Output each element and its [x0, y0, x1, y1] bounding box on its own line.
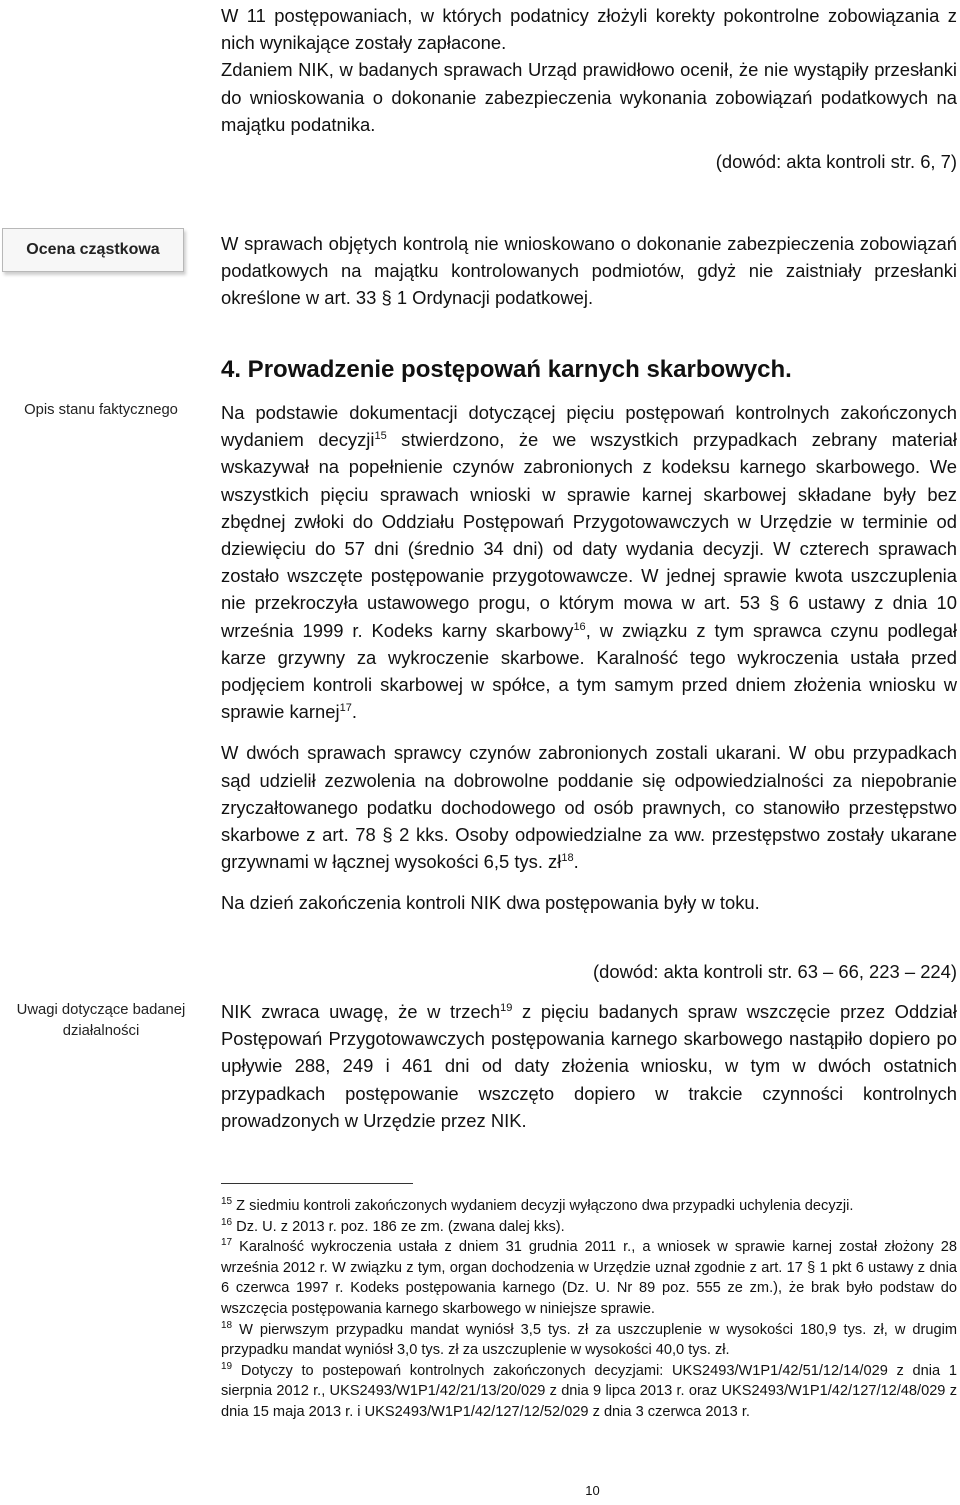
evidence-reference-2: (dowód: akta kontroli str. 63 – 66, 223 – 224)	[593, 961, 957, 982]
remarks-text: NIK zwraca uwagę, że w trzech$^{19}$ z pięciu badanych spraw wszczęcie przez Oddział Postępowań Przygotowawczych postępowania karnego skarbowego nastąpiło dopiero po upływie 288, 249 i 461 dni od daty złożenia wniosku, w tym w dwóch ostatnich przypadkach postępowanie wszczęto dopiero w trakcie czynności kontrolnych prowadzonych w Urzędzie przez NIK.	[221, 1001, 957, 1131]
footnotes	[221, 1196, 957, 1423]
facts-text	[221, 399, 957, 917]
side-label-facts: Opis stanu faktycznego	[24, 402, 178, 418]
paragraph-corrections: W 11 postępowaniach, w których podatnicy złożyli korekty pokontrolne zobowiązania z nich wynikające zostały zapłacone.	[221, 5, 957, 54]
footnote-ref-15: 15	[374, 430, 387, 443]
footnote-ref-19: 19	[500, 1001, 513, 1014]
facts-paragraph-1: Na podstawie dokumentacji dotyczącej pięciu postępowań kontrolnych zakończonych wydaniem decyzji$^{15}$ stwierdzono, że we wszystkich przypadkach zebrany materiał wskazywał na popełnienie czynów zabronionych z kodeksu karnego skarbowego. We wszystkich pięciu sprawach wnioski w sprawie karnej skarbowej składane były bez zbędnej zwłoki do Oddziału Postępowań Przygotowawczych w Urzędzie w terminie od dziewięciu do 57 dni (średnio 34 dni) od daty wydania decyzji. W czterech sprawach zostało wszczęte postępowanie przygotowawcze. W jednej sprawie kwota uszczuplenia nie przekroczyła ustawowego progu, o którym mowa w art. 53 § 6 ustawy z dnia 10 września 1999 r. Kodeks karny skarbowy$^{16}$, w związku z tym sprawca czynu podlegał karze grzywny za wykroczenie skarbowe. Karalność tego wykroczenia ustała przed podjęciem kontroli skarbowej w spółce, a tym samym przed dniem złożenia wniosku w sprawie karnej$^{17}$.	[221, 402, 958, 723]
footnote-ref-16: 16	[573, 620, 586, 633]
intro-text	[221, 2, 957, 138]
facts-paragraph-3: Na dzień zakończenia kontroli NIK dwa postępowania były w toku.	[221, 892, 760, 914]
footnote-15: $^{15}$ Z siedmiu kontroli zakończonych wydaniem decyzji wyłączono dwa przypadki uchylenia decyzji.	[221, 1196, 854, 1214]
paragraph-nik-opinion: Zdaniem NIK, w badanych sprawach Urząd prawidłowo ocenił, że nie wystąpiły przesłanki do wnioskowania o dokonanie zabezpieczenia wykonania zobowiązań podatkowych na majątku podatnika.	[221, 59, 957, 135]
footnote-18: $^{18}$ W pierwszym przypadku mandat wyniósł 3,5 tys. zł za uszczuplenie w wysokości 180,9 tys. zł, w drugim przypadku mandat wyniósł 3,0 tys. zł za uszczuplenie w wysokości 40,0 tys. zł.	[221, 1319, 957, 1359]
page-number: 10	[585, 1483, 600, 1498]
footnote-17: $^{17}$ Karalność wykroczenia ustała z dniem 31 grudnia 2011 r., a wniosek w sprawie karnej został złożony 28 września 2012 r. W związku z tym, organ dochodzenia w Urzędzie uznał zgodnie z art. 17 § 1 pkt 6 ustawy z dnia 6 czerwca 1997 r. Kodeks postępowania karnego (Dz. U. Nr 89 poz. 555 ze zm.), że brak było podstaw do wszczęcia postępowania karnego skarbowego w niniejsze sprawie.	[221, 1237, 957, 1317]
partial-assessment-text: W sprawach objętych kontrolą nie wnioskowano o dokonanie zabezpieczenia zobowiązań podatkowych na majątku kontrolowanych podmiotów, gdyż nie zaistniały przesłanki określone w art. 33 § 1 Ordynacji podatkowej.	[221, 233, 957, 309]
footnote-separator	[221, 1183, 413, 1184]
evidence-reference: (dowód: akta kontroli str. 6, 7)	[715, 151, 957, 172]
footnote-ref-17: 17	[339, 702, 352, 715]
footnote-ref-18: 18	[561, 852, 574, 865]
partial-assessment-label: Ocena cząstkowa	[26, 241, 160, 258]
side-label-remarks: Uwagi dotyczące badanej działalności	[16, 1002, 186, 1039]
facts-paragraph-2: W dwóch sprawach sprawcy czynów zabronionych zostali ukarani. W obu przypadkach sąd udzielił zezwolenia na dobrowolne poddanie się odpowiedzialności za niepobranie zryczałtowanego podatku dochodowego od osób prawnych, co stanowiło przestępstwo skarbowe z art. 78 § 2 kks. Osoby odpowiedzialne za ww. przestępstwo zostały ukarane grzywnami w łącznej wysokości 6,5 tys. $zł^{18}$.	[221, 742, 957, 873]
section-heading: 4. Prowadzenie postępowań karnych skarbowych.	[221, 356, 792, 383]
footnote-16: $^{16}$ Dz. U. z 2013 r. poz. 186 ze zm. (zwana dalej kks).	[221, 1216, 565, 1235]
partial-assessment-box	[2, 228, 184, 272]
footnote-19: $^{19}$ Dotyczy to postepowań kontrolnych zakończonych decyzjami: UKS2493/W1P1/42/51/12/14/029 z dnia 1 sierpnia 2012 r., UKS2493/W1P1/42/21/13/20/029 z dnia 9 lipca 2013 r. oraz UKS2493/W1P1/42/127/12/48/029 z dnia 15 maja 2013 r. i UKS2493/W1P1/42/127/12/52/029 z dnia 3 czerwca 2013 r.	[221, 1360, 957, 1420]
